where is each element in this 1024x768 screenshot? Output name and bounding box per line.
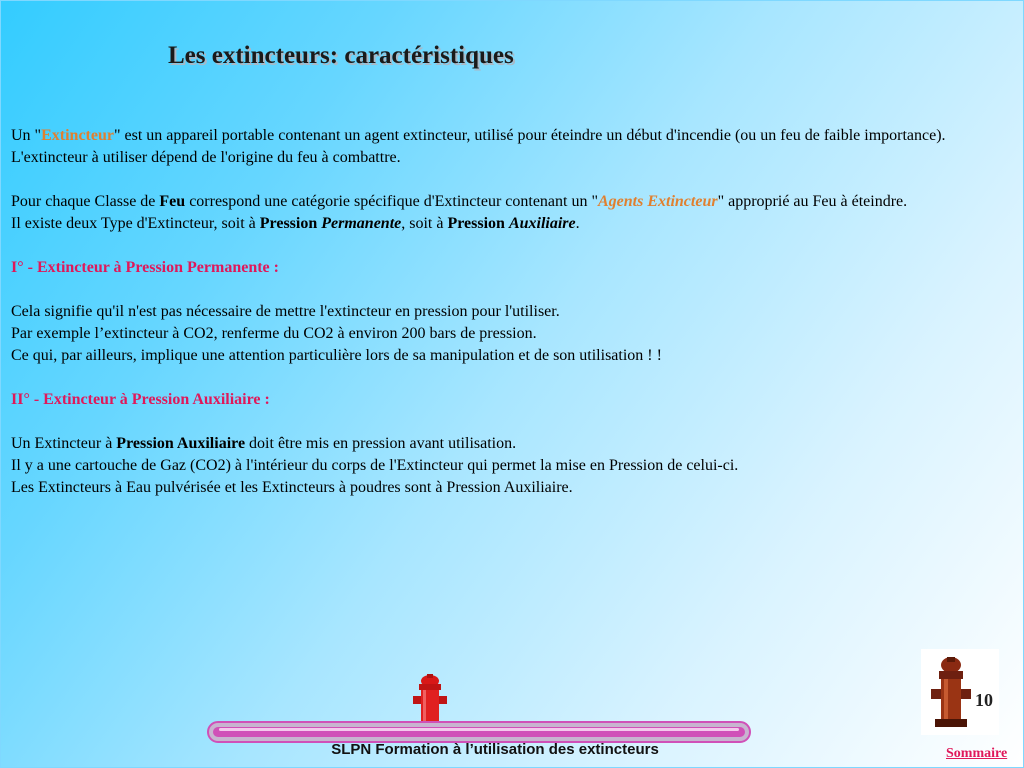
text: Un Extincteur à <box>11 435 117 452</box>
section1-line: Cela signifie qu'il n'est pas nécessaire de mettre l'extincteur en pression pour l'utiliser. <box>11 303 560 320</box>
paragraph-definition <box>11 125 971 169</box>
slide-content <box>11 125 971 499</box>
text: doit être mis en pression avant utilisation. <box>245 435 517 452</box>
text: , soit à <box>401 215 448 232</box>
keyword-pression-auxiliaire: Pression Auxiliaire <box>116 435 246 452</box>
keyword-auxiliaire: Auxiliaire <box>508 215 576 232</box>
keyword-pression: Pression <box>259 215 318 232</box>
text: correspond une catégorie spécifique d'Extincteur contenant un " <box>185 193 598 210</box>
slide-title: Les extincteurs: caractéristiques <box>168 42 514 69</box>
sommaire-link[interactable]: Sommaire <box>946 746 1008 761</box>
keyword-feu: Feu <box>159 193 186 210</box>
text: " approprié au Feu à éteindre. <box>717 193 908 210</box>
section-title-auxiliaire: II° - Extincteur à Pression Auxiliaire : <box>11 391 270 408</box>
text: Pour chaque Classe de <box>11 193 160 210</box>
text: . <box>575 215 580 232</box>
footer-bar <box>207 721 751 743</box>
keyword-agents-extincteur: Agents Extincteur <box>598 193 718 210</box>
paragraph-types <box>11 213 971 235</box>
text: Un " <box>11 127 42 144</box>
text: " est un appareil portable contenant un agent extincteur, utilisé pour éteindre un début d'incendie (ou un feu de faible importance). L'extincteur à utiliser dépend de l'origine du feu à combattre. <box>11 127 946 166</box>
section2-line: Il y a une cartouche de Gaz (CO2) à l'intérieur du corps de l'Extincteur qui permet la mise en Pression de celui-ci. <box>11 457 739 474</box>
fire-hydrant-icon <box>410 674 450 728</box>
keyword-pression: Pression <box>447 215 505 232</box>
section2-line <box>11 433 971 455</box>
section2-line: Les Extincteurs à Eau pulvérisée et les Extincteurs à poudres sont à Pression Auxiliaire. <box>11 479 573 496</box>
text: Il existe deux Type d'Extincteur, soit à <box>11 215 260 232</box>
page-number: 10 <box>975 690 993 710</box>
section-title-permanente: I° - Extincteur à Pression Permanente : <box>11 259 279 276</box>
footer-text: SLPN Formation à l’utilisation des extincteurs <box>331 741 659 758</box>
keyword-extincteur: Extincteur <box>41 127 114 144</box>
section1-line: Ce qui, par ailleurs, implique une attention particulière lors de sa manipulation et de son utilisation ! ! <box>11 347 662 364</box>
paragraph-classes <box>11 191 971 213</box>
section1-line: Par exemple l’extincteur à CO2, renferme du CO2 à environ 200 bars de pression. <box>11 325 537 342</box>
keyword-permanente: Permanente <box>321 215 402 232</box>
